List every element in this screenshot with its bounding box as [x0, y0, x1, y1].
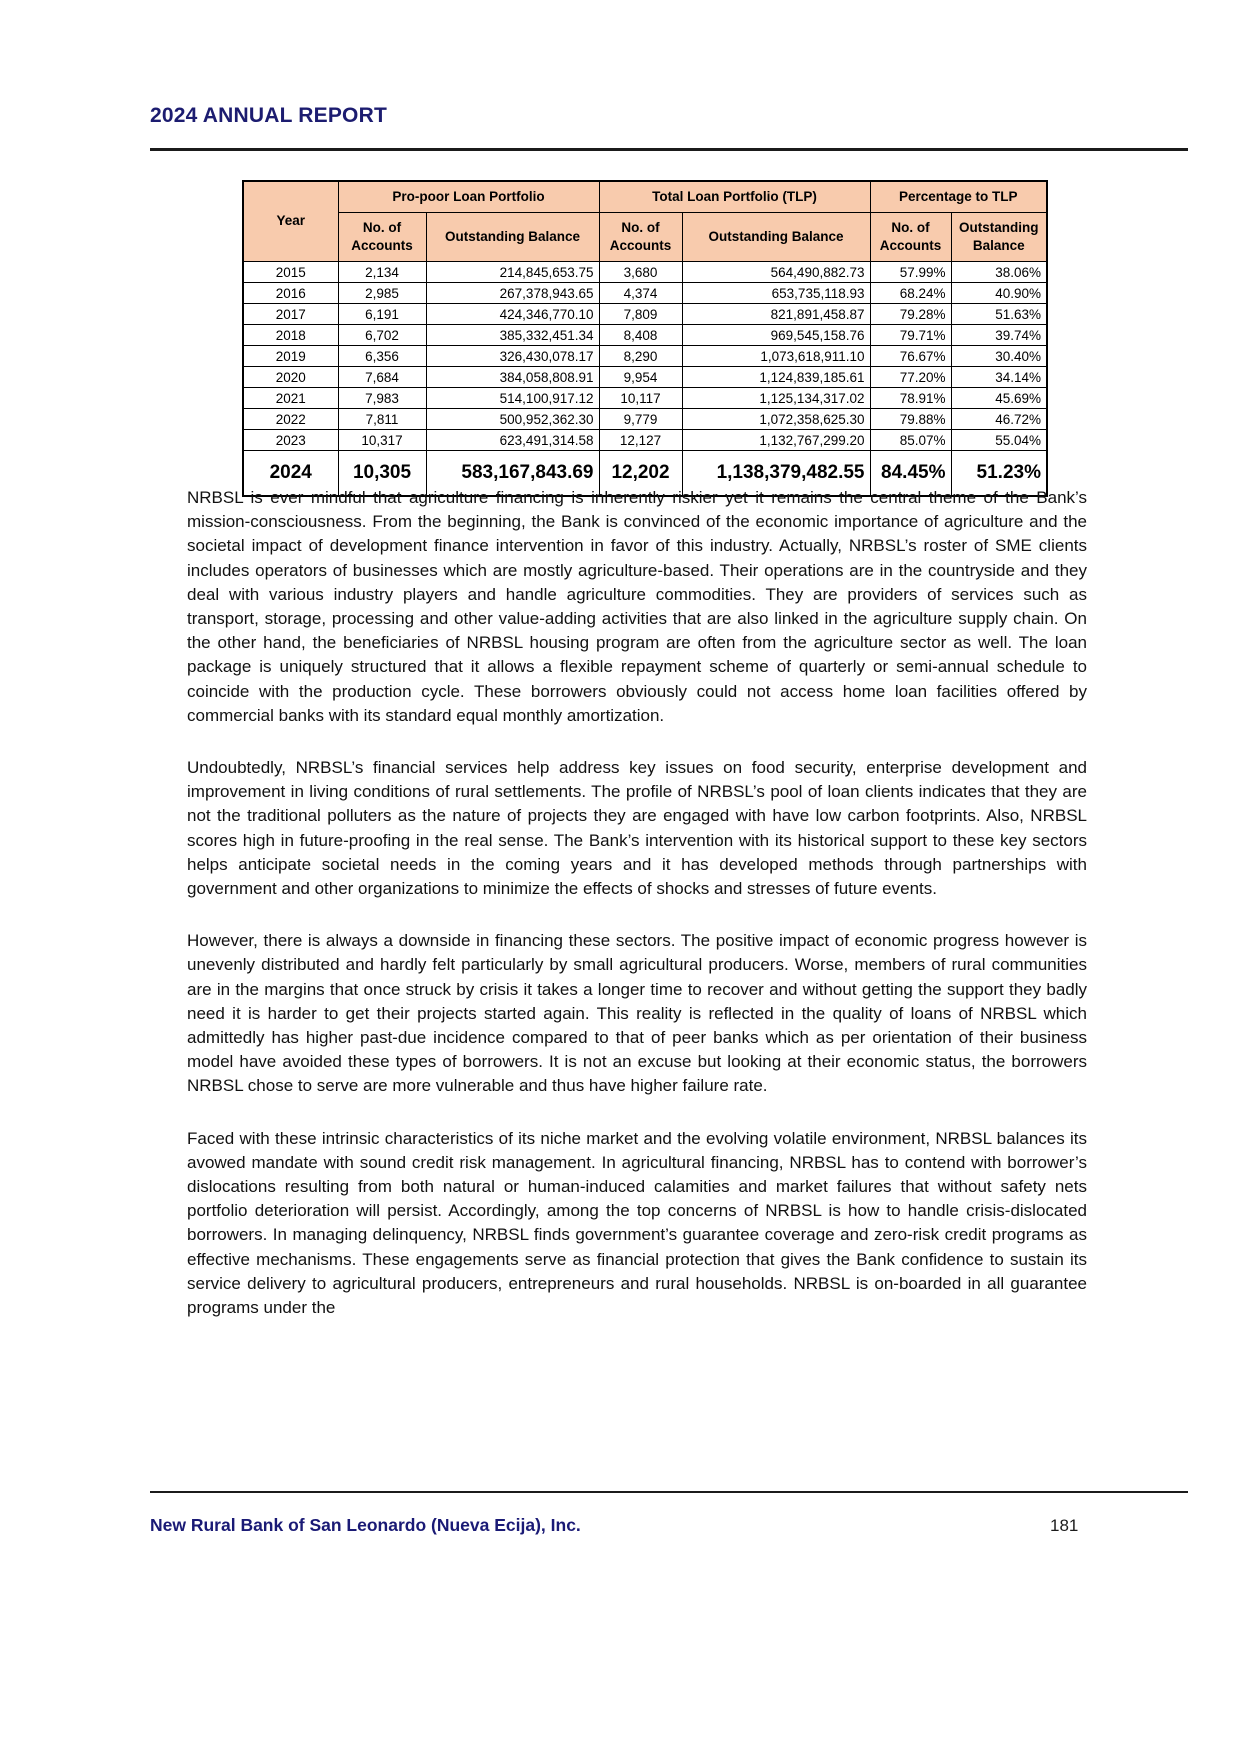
table-cell: 2019 [243, 346, 338, 367]
table-cell: 34.14% [951, 367, 1047, 388]
table-cell: 76.67% [870, 346, 951, 367]
table-cell: 2,985 [338, 283, 426, 304]
group-header-percentage: Percentage to TLP [870, 181, 1047, 213]
table-group-header-row [243, 181, 1047, 213]
paragraph-2: Undoubtedly, NRBSL’s financial services help address key issues on food security, enterprise development and improvement in living conditions of rural settlements. The profile of NRBSL’s pool of loan clients indicates that they are not the traditional polluters as the nature of projects they are engaged with have low carbon footprints. Also, NRBSL scores high in future-proofing in the real sense. The Bank’s intervention with its historical support to these key sectors helps anticipate societal needs in the coming years and it has developed methods through partnerships with government and other organizations to minimize the effects of shocks and stresses of future events. [187, 758, 1087, 899]
table-cell: 2022 [243, 409, 338, 430]
table-cell: 385,332,451.34 [426, 325, 599, 346]
table-header [243, 181, 1047, 262]
table-cell: 564,490,882.73 [682, 262, 870, 283]
table-cell: 79.88% [870, 409, 951, 430]
table-cell: 2020 [243, 367, 338, 388]
table-cell: 424,346,770.10 [426, 304, 599, 325]
table-cell: 51.23% [951, 451, 1047, 497]
table-cell: 39.74% [951, 325, 1047, 346]
table-cell: 30.40% [951, 346, 1047, 367]
paragraph-4: Faced with these intrinsic characteristics of its niche market and the evolving volatile environment, NRBSL balances its avowed mandate with sound credit risk management. In agricultural financing, NRBSL has to contend with borrower’s dislocations resulting from both natural or human-induced calamities and market failures that without safety nets portfolio deterioration will persist. Accordingly, among the top concerns of NRBSL is how to handle crisis-dislocated borrowers. In managing delinquency, NRBSL finds government’s guarantee coverage and zero-risk credit programs as effective mechanisms. These engagements serve as financial protection that gives the Bank confidence to sustain its service delivery to agricultural producers, entrepreneurs and rural households. NRBSL is on-boarded in all guarantee programs under the [187, 1128, 1087, 1318]
table-cell: 57.99% [870, 262, 951, 283]
paragraph-1: NRBSL is ever mindful that agriculture financing is inherently riskier yet it remains the central theme of the Bank’s mission-consciousness. From the beginning, the Bank is convinced of the economic importance of agriculture and the societal impact of development finance intervention in favor of this industry. Actually, NRBSL’s roster of SME clients includes operators of businesses which are mostly agriculture-based. Their operations are in the countryside and they deal with various industry players and handle agriculture commodities. They are providers of services such as transport, storage, processing and other value-adding activities that are also linked in the agriculture supply chain. On the other hand, the beneficiaries of NRBSL housing program are often from the agriculture sector as well. The loan package is uniquely structured that it allows a flexible repayment scheme of quarterly or semi-annual schedule to coincide with the production cycle. These borrowers obviously could not access home loan facilities offered by commercial banks with its standard equal monthly amortization. [187, 488, 1087, 725]
table-cell: 514,100,917.12 [426, 388, 599, 409]
table-cell: 653,735,118.93 [682, 283, 870, 304]
table-cell: 821,891,458.87 [682, 304, 870, 325]
table-cell: 1,138,379,482.55 [682, 451, 870, 497]
table-cell: 969,545,158.76 [682, 325, 870, 346]
table-cell: 12,202 [599, 451, 682, 497]
table-row [243, 367, 1047, 388]
table-cell: 384,058,808.91 [426, 367, 599, 388]
group-header-pro-poor: Pro-poor Loan Portfolio [338, 181, 599, 213]
table-cell: 3,680 [599, 262, 682, 283]
table-cell: 7,809 [599, 304, 682, 325]
table-cell: 6,191 [338, 304, 426, 325]
table-row [243, 283, 1047, 304]
table-cell: 267,378,943.65 [426, 283, 599, 304]
table-cell: 9,779 [599, 409, 682, 430]
loan-portfolio-table [242, 180, 1048, 497]
table-row [243, 388, 1047, 409]
table-cell: 1,124,839,185.61 [682, 367, 870, 388]
table-cell: 2024 [243, 451, 338, 497]
table-cell: 2,134 [338, 262, 426, 283]
table-cell: 1,073,618,911.10 [682, 346, 870, 367]
table-row [243, 346, 1047, 367]
table-cell: 2015 [243, 262, 338, 283]
table-cell: 1,125,134,317.02 [682, 388, 870, 409]
header-rule [150, 148, 1188, 151]
table-cell: 68.24% [870, 283, 951, 304]
loan-table-body [243, 262, 1047, 497]
footer-rule [150, 1491, 1188, 1493]
table-cell: 4,374 [599, 283, 682, 304]
table-cell: 1,072,358,625.30 [682, 409, 870, 430]
table-cell: 6,356 [338, 346, 426, 367]
page-title: 2024 ANNUAL REPORT [150, 104, 387, 127]
table-cell: 623,491,314.58 [426, 430, 599, 451]
table-cell: 45.69% [951, 388, 1047, 409]
table-cell: 10,305 [338, 451, 426, 497]
table-cell: 51.63% [951, 304, 1047, 325]
table-cell: 10,317 [338, 430, 426, 451]
table-cell: 214,845,653.75 [426, 262, 599, 283]
table-cell: 12,127 [599, 430, 682, 451]
table-cell: 8,408 [599, 325, 682, 346]
table-cell: 77.20% [870, 367, 951, 388]
table-row [243, 262, 1047, 283]
table-cell: 38.06% [951, 262, 1047, 283]
table-cell: 2017 [243, 304, 338, 325]
table-cell: 2021 [243, 388, 338, 409]
table-row [243, 325, 1047, 346]
table-cell: 10,117 [599, 388, 682, 409]
table-cell: 326,430,078.17 [426, 346, 599, 367]
table-sub-header-row [243, 213, 1047, 262]
table-cell: 78.91% [870, 388, 951, 409]
group-header-tlp: Total Loan Portfolio (TLP) [599, 181, 870, 213]
col-header-pct-balance: Outstanding Balance [951, 213, 1047, 262]
col-header-tlp-accounts: No. of Accounts [599, 213, 682, 262]
table-row [243, 409, 1047, 430]
table-cell: 85.07% [870, 430, 951, 451]
table-cell: 7,983 [338, 388, 426, 409]
body-text [187, 486, 1087, 1320]
table-cell: 40.90% [951, 283, 1047, 304]
table-cell: 7,811 [338, 409, 426, 430]
table-cell: 2023 [243, 430, 338, 451]
table-cell: 84.45% [870, 451, 951, 497]
col-header-pp-balance: Outstanding Balance [426, 213, 599, 262]
table-cell: 79.28% [870, 304, 951, 325]
footer-bank-name: New Rural Bank of San Leonardo (Nueva Ecija), Inc. [150, 1515, 581, 1535]
table-cell: 9,954 [599, 367, 682, 388]
paragraph-3: However, there is always a downside in financing these sectors. The positive impact of economic progress however is unevenly distributed and hardly felt particularly by small agricultural producers. Worse, members of rural communities are in the margins that once struck by crisis it takes a longer time to recover and without getting the support they badly need it is harder to get their projects started again. This reality is reflected in the quality of loans of NRBSL which admittedly has higher past-due incidence compared to that of peer banks which as per orientation of their business model have avoided these types of borrowers. It is not an excuse but looking at their economic status, the borrowers NRBSL chose to serve are more vulnerable and thus have higher failure rate. [187, 931, 1087, 1096]
table-cell: 2018 [243, 325, 338, 346]
table-cell: 46.72% [951, 409, 1047, 430]
table-cell: 8,290 [599, 346, 682, 367]
table-cell: 7,684 [338, 367, 426, 388]
table-cell: 1,132,767,299.20 [682, 430, 870, 451]
col-header-tlp-balance: Outstanding Balance [682, 213, 870, 262]
table-cell: 583,167,843.69 [426, 451, 599, 497]
table-cell: 2016 [243, 283, 338, 304]
col-header-year: Year [243, 181, 338, 262]
table-cell: 6,702 [338, 325, 426, 346]
table-cell: 55.04% [951, 430, 1047, 451]
table-cell: 500,952,362.30 [426, 409, 599, 430]
table-cell: 79.71% [870, 325, 951, 346]
footer-page-number: 181 [1050, 1516, 1079, 1535]
col-header-pct-accounts: No. of Accounts [870, 213, 951, 262]
col-header-pp-accounts: No. of Accounts [338, 213, 426, 262]
table-row [243, 304, 1047, 325]
table-row [243, 430, 1047, 451]
